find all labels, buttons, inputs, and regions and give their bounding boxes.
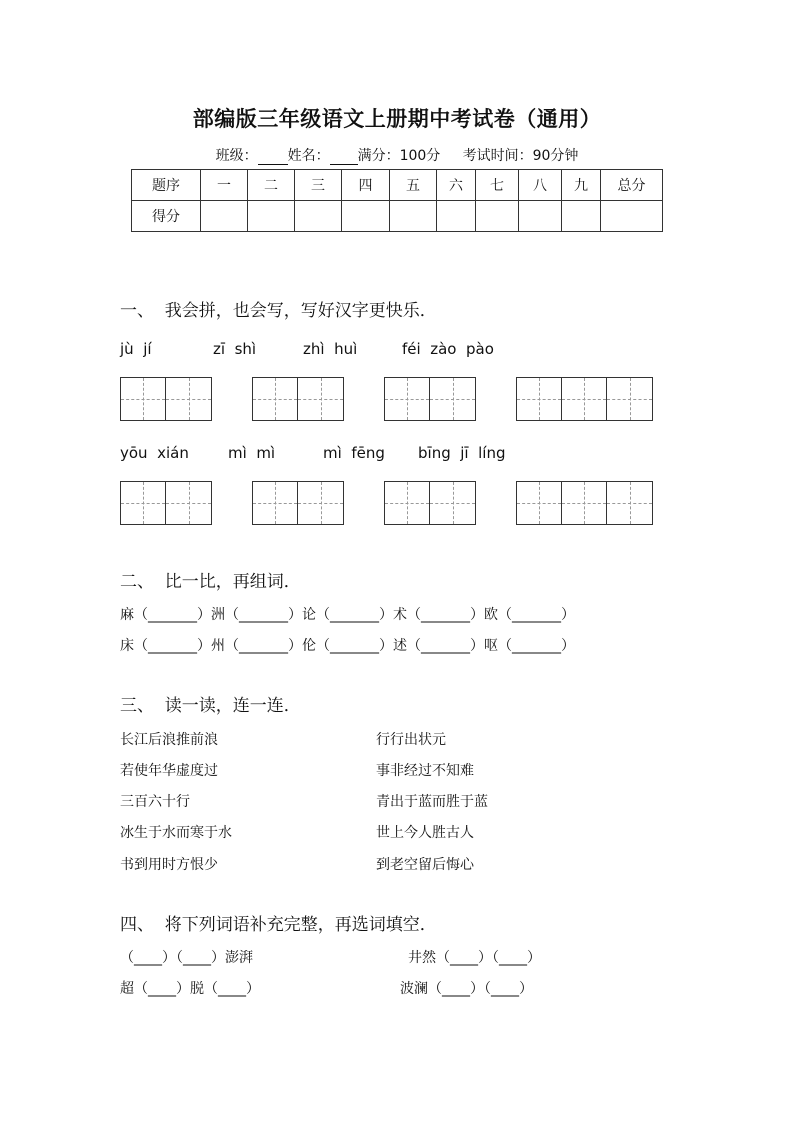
- idiom-fill-item: 超（____）脱（____）: [120, 981, 260, 997]
- header-cell: 一: [201, 170, 248, 201]
- grid-cell[interactable]: [607, 378, 652, 420]
- class-blank[interactable]: [258, 150, 288, 165]
- match-right-item[interactable]: 到老空留后悔心: [376, 857, 474, 873]
- score-cell[interactable]: [601, 201, 663, 232]
- exam-info: [0, 145, 794, 165]
- header-cell: 三: [295, 170, 342, 201]
- writing-grid[interactable]: [120, 481, 212, 525]
- name-label: 姓名：: [287, 148, 330, 164]
- pinyin-label: féi zào pào: [402, 340, 494, 358]
- grid-cell[interactable]: [121, 482, 166, 524]
- grid-cell[interactable]: [298, 378, 343, 420]
- pinyin-label: mì mì: [228, 444, 276, 462]
- score-table-header-row: [132, 170, 663, 201]
- match-left-item[interactable]: 长江后浪推前浪: [120, 732, 218, 748]
- score-cell[interactable]: [342, 201, 390, 232]
- writing-grid[interactable]: [516, 481, 653, 525]
- grid-cell[interactable]: [166, 378, 211, 420]
- idiom-fill-item: 井然（____）（____）: [408, 950, 541, 966]
- pinyin-label: jù jí: [120, 340, 152, 358]
- class-label: 班级：: [215, 148, 258, 164]
- grid-cell[interactable]: [430, 482, 475, 524]
- header-cell: 五: [390, 170, 437, 201]
- grid-cell[interactable]: [166, 482, 211, 524]
- grid-cell[interactable]: [253, 378, 298, 420]
- grid-cell[interactable]: [562, 482, 607, 524]
- match-right-item[interactable]: 事非经过不知难: [376, 763, 474, 779]
- score-cell[interactable]: [390, 201, 437, 232]
- grid-cell[interactable]: [517, 482, 562, 524]
- section2-title: 二、 比一比，再组词．: [120, 572, 301, 592]
- writing-grid[interactable]: [120, 377, 212, 421]
- idiom-fill-item: 波澜（____）（____）: [400, 981, 533, 997]
- grid-cell[interactable]: [517, 378, 562, 420]
- header-cell: 七: [476, 170, 519, 201]
- header-cell: 六: [437, 170, 476, 201]
- score-table-score-row: [132, 201, 663, 232]
- score-cell[interactable]: [476, 201, 519, 232]
- writing-grid[interactable]: [384, 377, 476, 421]
- header-cell: 题序: [132, 170, 201, 201]
- section4-title: 四、 将下列词语补充完整，再选词填空．: [120, 915, 437, 935]
- score-cell[interactable]: [562, 201, 601, 232]
- match-left-item[interactable]: 若使年华虚度过: [120, 763, 218, 779]
- match-right-item[interactable]: 青出于蓝而胜于蓝: [376, 794, 488, 810]
- idiom-fill-item: （____）（____）澎湃: [120, 950, 253, 966]
- writing-grid[interactable]: [384, 481, 476, 525]
- grid-cell[interactable]: [430, 378, 475, 420]
- score-cell[interactable]: [295, 201, 342, 232]
- header-cell: 四: [342, 170, 390, 201]
- grid-cell[interactable]: [385, 482, 430, 524]
- writing-grid[interactable]: [516, 377, 653, 421]
- grid-cell[interactable]: [253, 482, 298, 524]
- pinyin-label: yōu xián: [120, 444, 189, 462]
- score-cell[interactable]: [248, 201, 295, 232]
- page-title: 部编版三年级语文上册期中考试卷（通用）: [192, 106, 602, 131]
- exam-time: 考试时间：90分钟: [462, 148, 579, 164]
- match-right-item[interactable]: 世上今人胜古人: [376, 825, 474, 841]
- grid-cell[interactable]: [298, 482, 343, 524]
- header-cell: 八: [519, 170, 562, 201]
- match-right-item[interactable]: 行行出状元: [376, 732, 446, 748]
- writing-grid[interactable]: [252, 481, 344, 525]
- grid-cell[interactable]: [607, 482, 652, 524]
- score-cell[interactable]: [519, 201, 562, 232]
- score-row-label: 得分: [132, 201, 201, 232]
- header-cell: 九: [562, 170, 601, 201]
- writing-grid[interactable]: [252, 377, 344, 421]
- match-left-item[interactable]: 书到用时方恨少: [120, 857, 218, 873]
- match-left-item[interactable]: 冰生于水而寒于水: [120, 825, 232, 841]
- grid-cell[interactable]: [121, 378, 166, 420]
- section1-title: 一、 我会拼，也会写，写好汉字更快乐．: [120, 301, 437, 321]
- full-score: 满分：100分: [357, 148, 441, 164]
- header-cell: 总分: [601, 170, 663, 201]
- pinyin-label: mì fēng: [323, 444, 385, 462]
- header-cell: 二: [248, 170, 295, 201]
- section3-title: 三、 读一读，连一连．: [120, 696, 301, 716]
- score-cell[interactable]: [437, 201, 476, 232]
- score-cell[interactable]: [201, 201, 248, 232]
- name-blank[interactable]: [330, 150, 358, 165]
- match-left-item[interactable]: 三百六十行: [120, 794, 190, 810]
- grid-cell[interactable]: [385, 378, 430, 420]
- grid-cell[interactable]: [562, 378, 607, 420]
- score-table: [131, 169, 663, 232]
- pinyin-label: zhì huì: [303, 340, 358, 358]
- word-group-row: 麻（_______）洲（_______）论（_______）术（_______）欧（_______）: [120, 607, 575, 623]
- word-group-row: 床（_______）州（_______）伦（_______）述（_______）呕（_______）: [120, 638, 575, 654]
- pinyin-label: bīng jī líng: [418, 444, 506, 462]
- pinyin-label: zī shì: [213, 340, 257, 358]
